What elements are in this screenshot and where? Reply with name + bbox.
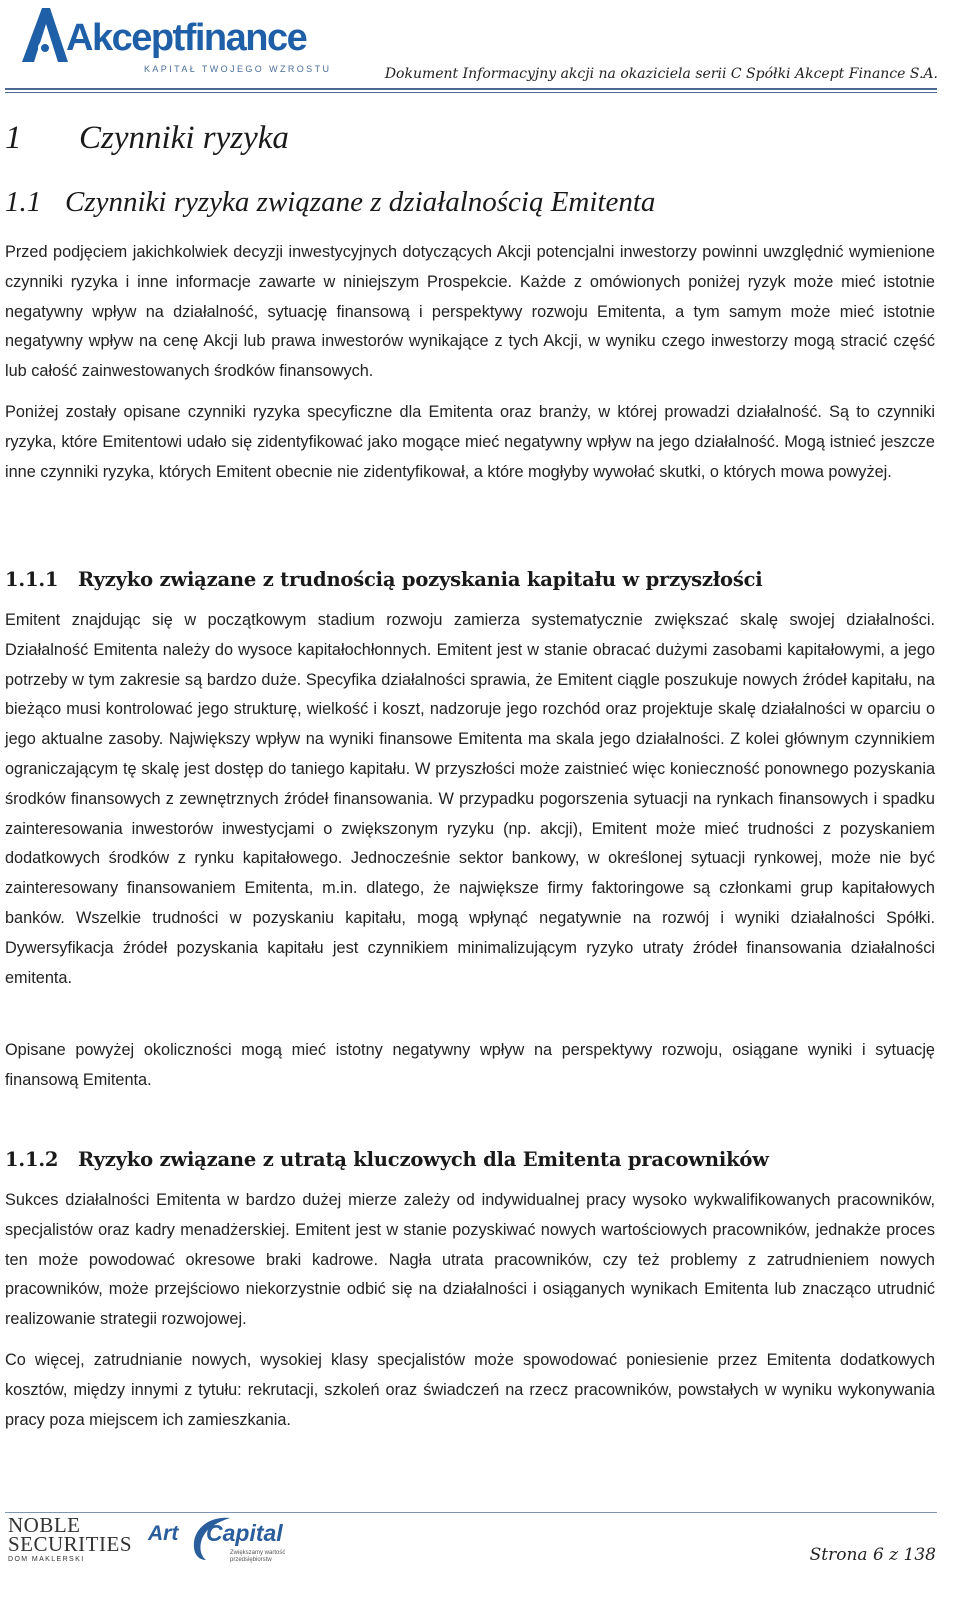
capital-tagline [230,1550,285,1564]
risk-number: 1.1.2 [5,1148,59,1171]
risk-title: Ryzyko związane z utratą kluczowych dla Emitenta pracowników [78,1148,769,1171]
risk-heading-capital [5,568,763,591]
akcept-a-icon [16,4,72,64]
noble-line-1: NOBLE [8,1513,81,1537]
footer-divider [5,1512,937,1513]
section-heading [5,120,289,157]
risk-title: Ryzyko związane z trudnością pozyskania kapitału w przyszłości [78,568,763,591]
subsection-heading [5,186,655,219]
section-title: Czynniki ryzyka [79,120,289,156]
noble-subtitle: DOM MAKLERSKI [8,1556,85,1563]
subsection-title: Czynniki ryzyka związane z działalnością Emitenta [65,186,656,218]
header-divider [5,88,937,93]
art-word: Art [148,1522,179,1545]
capital-tagline-line-1: Zwiększamy wartość [230,1550,286,1556]
paragraph-risk-staff-2: Co więcej, zatrudnianie nowych, wysokiej klasy specjalistów może spowodować poniesienie przez Emitenta dodatkowych kosztów, między innymi z tytułu: rekrutacji, szkoleń oraz świadczeń na rzecz pracowników, powstałych w wyniku wykonywania pracy poza miejscem ich zamieszkania. [5,1351,935,1429]
risk-number: 1.1.1 [5,568,59,591]
akceptfinance-logo [12,4,332,76]
paragraph-risk-capital-2: Opisane powyżej okoliczności mogą mieć istotny negatywny wpływ na perspektywy rozwoju, osiągane wyniki i sytuację finansową Emitenta. [5,1041,935,1089]
paragraph-intro-2: Poniżej zostały opisane czynniki ryzyka specyficzne dla Emitenta oraz branży, w której prowadzi działalność. Są to czynniki ryzyka, które Emitentowi udało się zidentyfikować jako mogące mieć negatywny wpływ na jego działalność. Mogą istnieć jeszcze inne czynniki ryzyka, których Emitent obecnie nie zidentyfikował, a które mogłyby wywołać skutki, o których mowa powyżej. [5,403,935,481]
noble-line-2: SECURITIES [8,1532,133,1556]
paragraph-intro: Przed podjęciem jakichkolwiek decyzji inwestycyjnych dotyczących Akcji potencjalni inwestorzy powinni uwzględnić wymienione czynniki ryzyka i inne informacje zawarte w niniejszym Prospekcie. Każde z omówionych poniżej ryzyk może mieć istotnie negatywny wpływ na działalność, sytuację finansową i perspektywy rozwoju Emitenta, a tym samym może mieć istotnie negatywny wpływ na cenę Akcji lub prawa inwestorów wynikające z tych Akcji, w wyniku czego inwestorzy mogą stracić część lub całość zainwestowanych środków finansowych. [5,243,935,381]
art-capital-logo [148,1514,288,1562]
risk-heading-staff [5,1148,769,1171]
section-number: 1 [5,120,22,156]
subsection-number: 1.1 [5,186,42,218]
logo-tagline: KAPITAŁ TWOJEGO WZROSTU [144,64,332,74]
noble-securities-logo [8,1513,133,1566]
capital-tagline-line-2: przedsiębiorstw [230,1557,272,1563]
logo-wordmark: Akceptfinance [66,17,307,59]
document-title: Dokument Informacyjny akcji na okaziciela serii C Spółki Akcept Finance S.A. [384,66,938,82]
paragraph-risk-staff: Sukces działalności Emitenta w bardzo dużej mierze zależy od indywidualnej pracy wysoko wykwalifikowanych pracowników, specjalistów oraz kadry menadżerskiej. Emitent jest w stanie pozyskiwać nowych wartościowych pracowników, jednakże proces ten może powodować okresowe braki kadrowe. Nagła utrata pracowników, czy też problemy z zatrudnieniem nowych pracowników, może przejściowo niekorzystnie odbić się na działalności i osiąganych wynikach Emitenta lub znacząco utrudnić realizowanie strategii rozwojowej. [5,1191,935,1329]
capital-word: Capital [206,1520,283,1546]
page-number: Strona 6 z 138 [809,1545,936,1565]
paragraph-risk-capital: Emitent znajdując się w początkowym stadium rozwoju zamierza systematycznie zwiększać skalę swojej działalności. Działalność Emitenta należy do wysoce kapitałochłonnych. Emitent jest w stanie obracać dużymi zasobami kapitałowymi, a jego potrzeby w tym zakresie są bardzo duże. Specyfika działalności sprawia, że Emitent ciągle poszukuje nowych źródeł kapitału, na bieżąco musi kontrolować jego strukturę, wielkość i koszt, nadzoruje jego rozchód oraz projektuje skalę działalności w oparciu o jego aktualne zasoby. Największy wpływ na wyniki finansowe Emitenta ma skala jego działalności. Z kolei głównym czynnikiem ograniczającym tę skalę jest dostęp do taniego kapitału. W przyszłości może zaistnieć więc konieczność ponownego pozyskania środków finansowych z zewnętrznych źródeł finansowania. W przypadku pogorszenia sytuacji na rynkach finansowych i spadku zainteresowania inwestorów inwestycjami o zwiększonym ryzyku (np. akcji), Emitent może mieć trudności z pozyskaniem dodatkowych środków z rynku kapitałowego. Jednocześnie sektor bankowy, w określonej sytuacji rynkowej, może nie być zainteresowany finansowaniem Emitenta, m.in. dlatego, że największe firmy faktoringowe są członkami grup kapitałowych banków. Wszelkie trudności w pozyskaniu kapitału, mogą wpłynąć negatywnie na rozwój i wyniki działalności Spółki. Dywersyfikacja źródeł pozyskania kapitału jest czynnikiem minimalizującym ryzyko utraty źródeł finansowania działalności emitenta. [5,611,935,987]
